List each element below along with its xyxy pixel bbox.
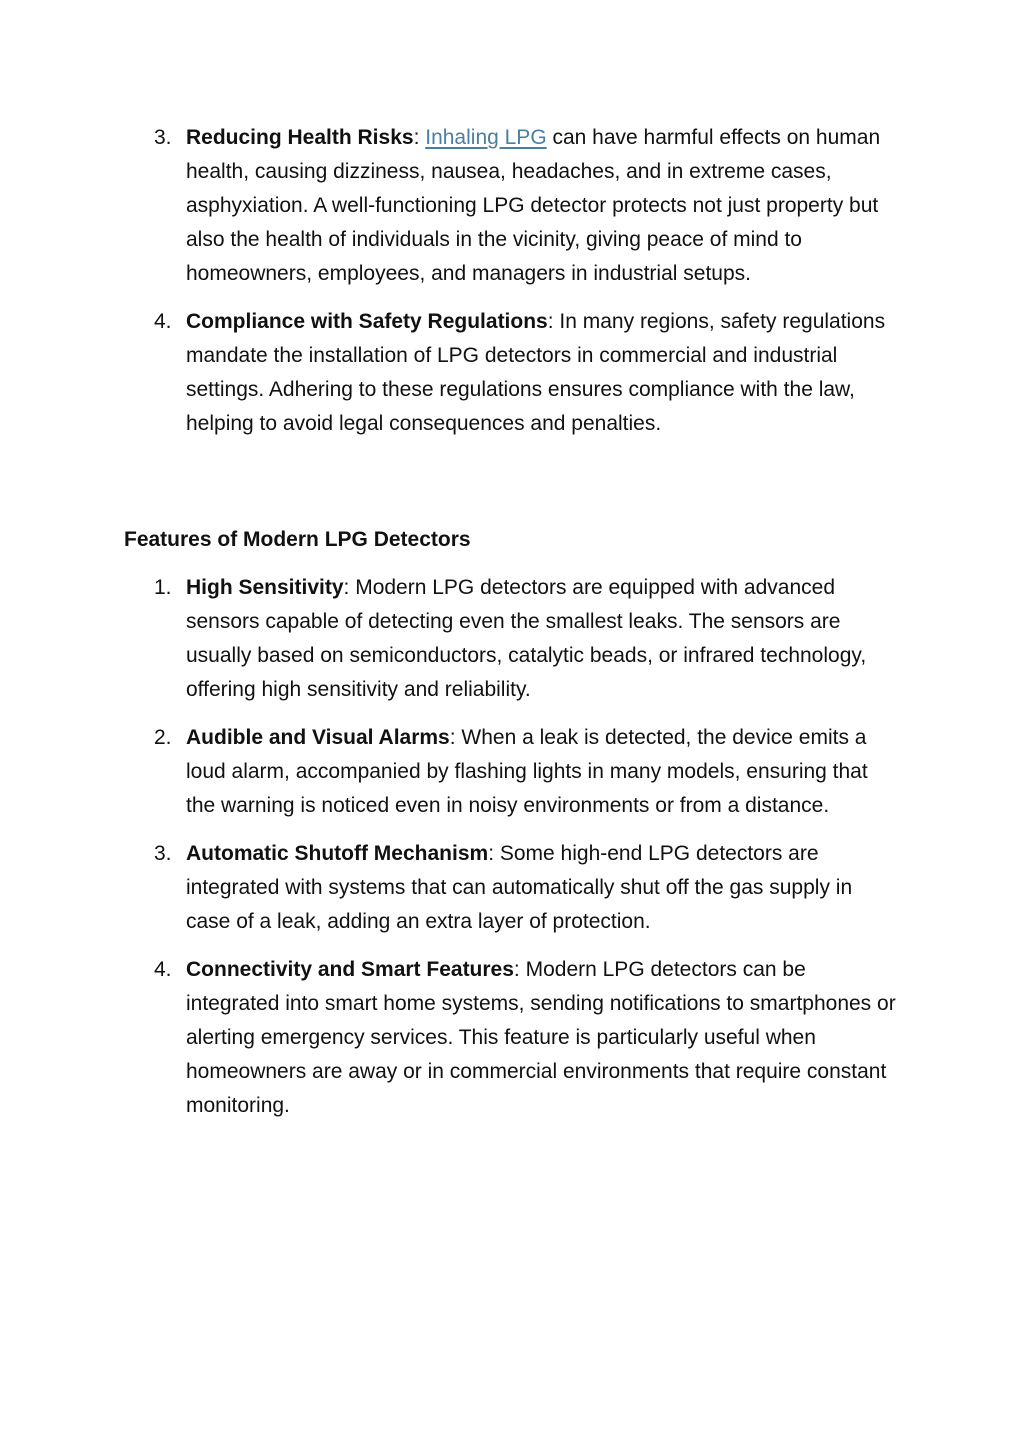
inhaling-lpg-link[interactable]: Inhaling LPG [425, 126, 547, 149]
item-term: Audible and Visual Alarms [186, 726, 450, 749]
item-text: : Modern LPG detectors are equipped with advanced sensors capable of detecting even the smallest leaks. The sensors are usually based on semiconductors, catalytic beads, or infrared technology, offering high sensitivity and reliability. [186, 576, 867, 701]
list-number: 2. [154, 726, 172, 749]
benefits-list [0, 121, 1023, 455]
list-number: 3. [154, 126, 172, 149]
list-item-compliance [0, 305, 898, 441]
list-number: 3. [154, 842, 172, 865]
list-number: 4. [154, 958, 172, 981]
list-number: 1. [154, 576, 172, 599]
list-item-shutoff [0, 837, 898, 939]
list-number: 4. [154, 310, 172, 333]
list-item-reducing-health-risks [0, 121, 898, 291]
item-separator: : [413, 126, 426, 149]
item-term: High Sensitivity [186, 576, 344, 599]
list-item-alarms [0, 721, 898, 823]
item-text: : Some high-end LPG detectors are integrated with systems that can automatically shut off the gas supply in case of a leak, adding an extra layer of protection. [186, 842, 853, 933]
section-heading: Features of Modern LPG Detectors [124, 528, 471, 551]
list-item-connectivity [0, 953, 898, 1123]
item-text: : Modern LPG detectors can be integrated into smart home systems, sending notifications to smartphones or alerting emergency services. This feature is particularly useful when homeowners are away or in commercial environments that require constant monitoring. [186, 958, 896, 1117]
item-term: Reducing Health Risks [186, 126, 414, 149]
features-list [0, 571, 1023, 1137]
item-term: Automatic Shutoff Mechanism [186, 842, 489, 865]
item-term: Compliance with Safety Regulations [186, 310, 548, 333]
item-text: : When a leak is detected, the device emits a loud alarm, accompanied by flashing lights in many models, ensuring that the warning is noticed even in noisy environments or from a distance. [186, 726, 868, 817]
item-term: Connectivity and Smart Features [186, 958, 514, 981]
item-text: can have harmful effects on human health, causing dizziness, nausea, headaches, and in extreme cases, asphyxiation. A well-functioning LPG detector protects not just property but also the health of individuals in the vicinity, giving peace of mind to homeowners, employees, and managers in industrial setups. [186, 126, 881, 285]
item-text: : In many regions, safety regulations mandate the installation of LPG detectors in commercial and industrial settings. Adhering to these regulations ensures compliance with the law, helping to avoid legal consequences and penalties. [186, 310, 886, 435]
list-item-high-sensitivity [0, 571, 898, 707]
